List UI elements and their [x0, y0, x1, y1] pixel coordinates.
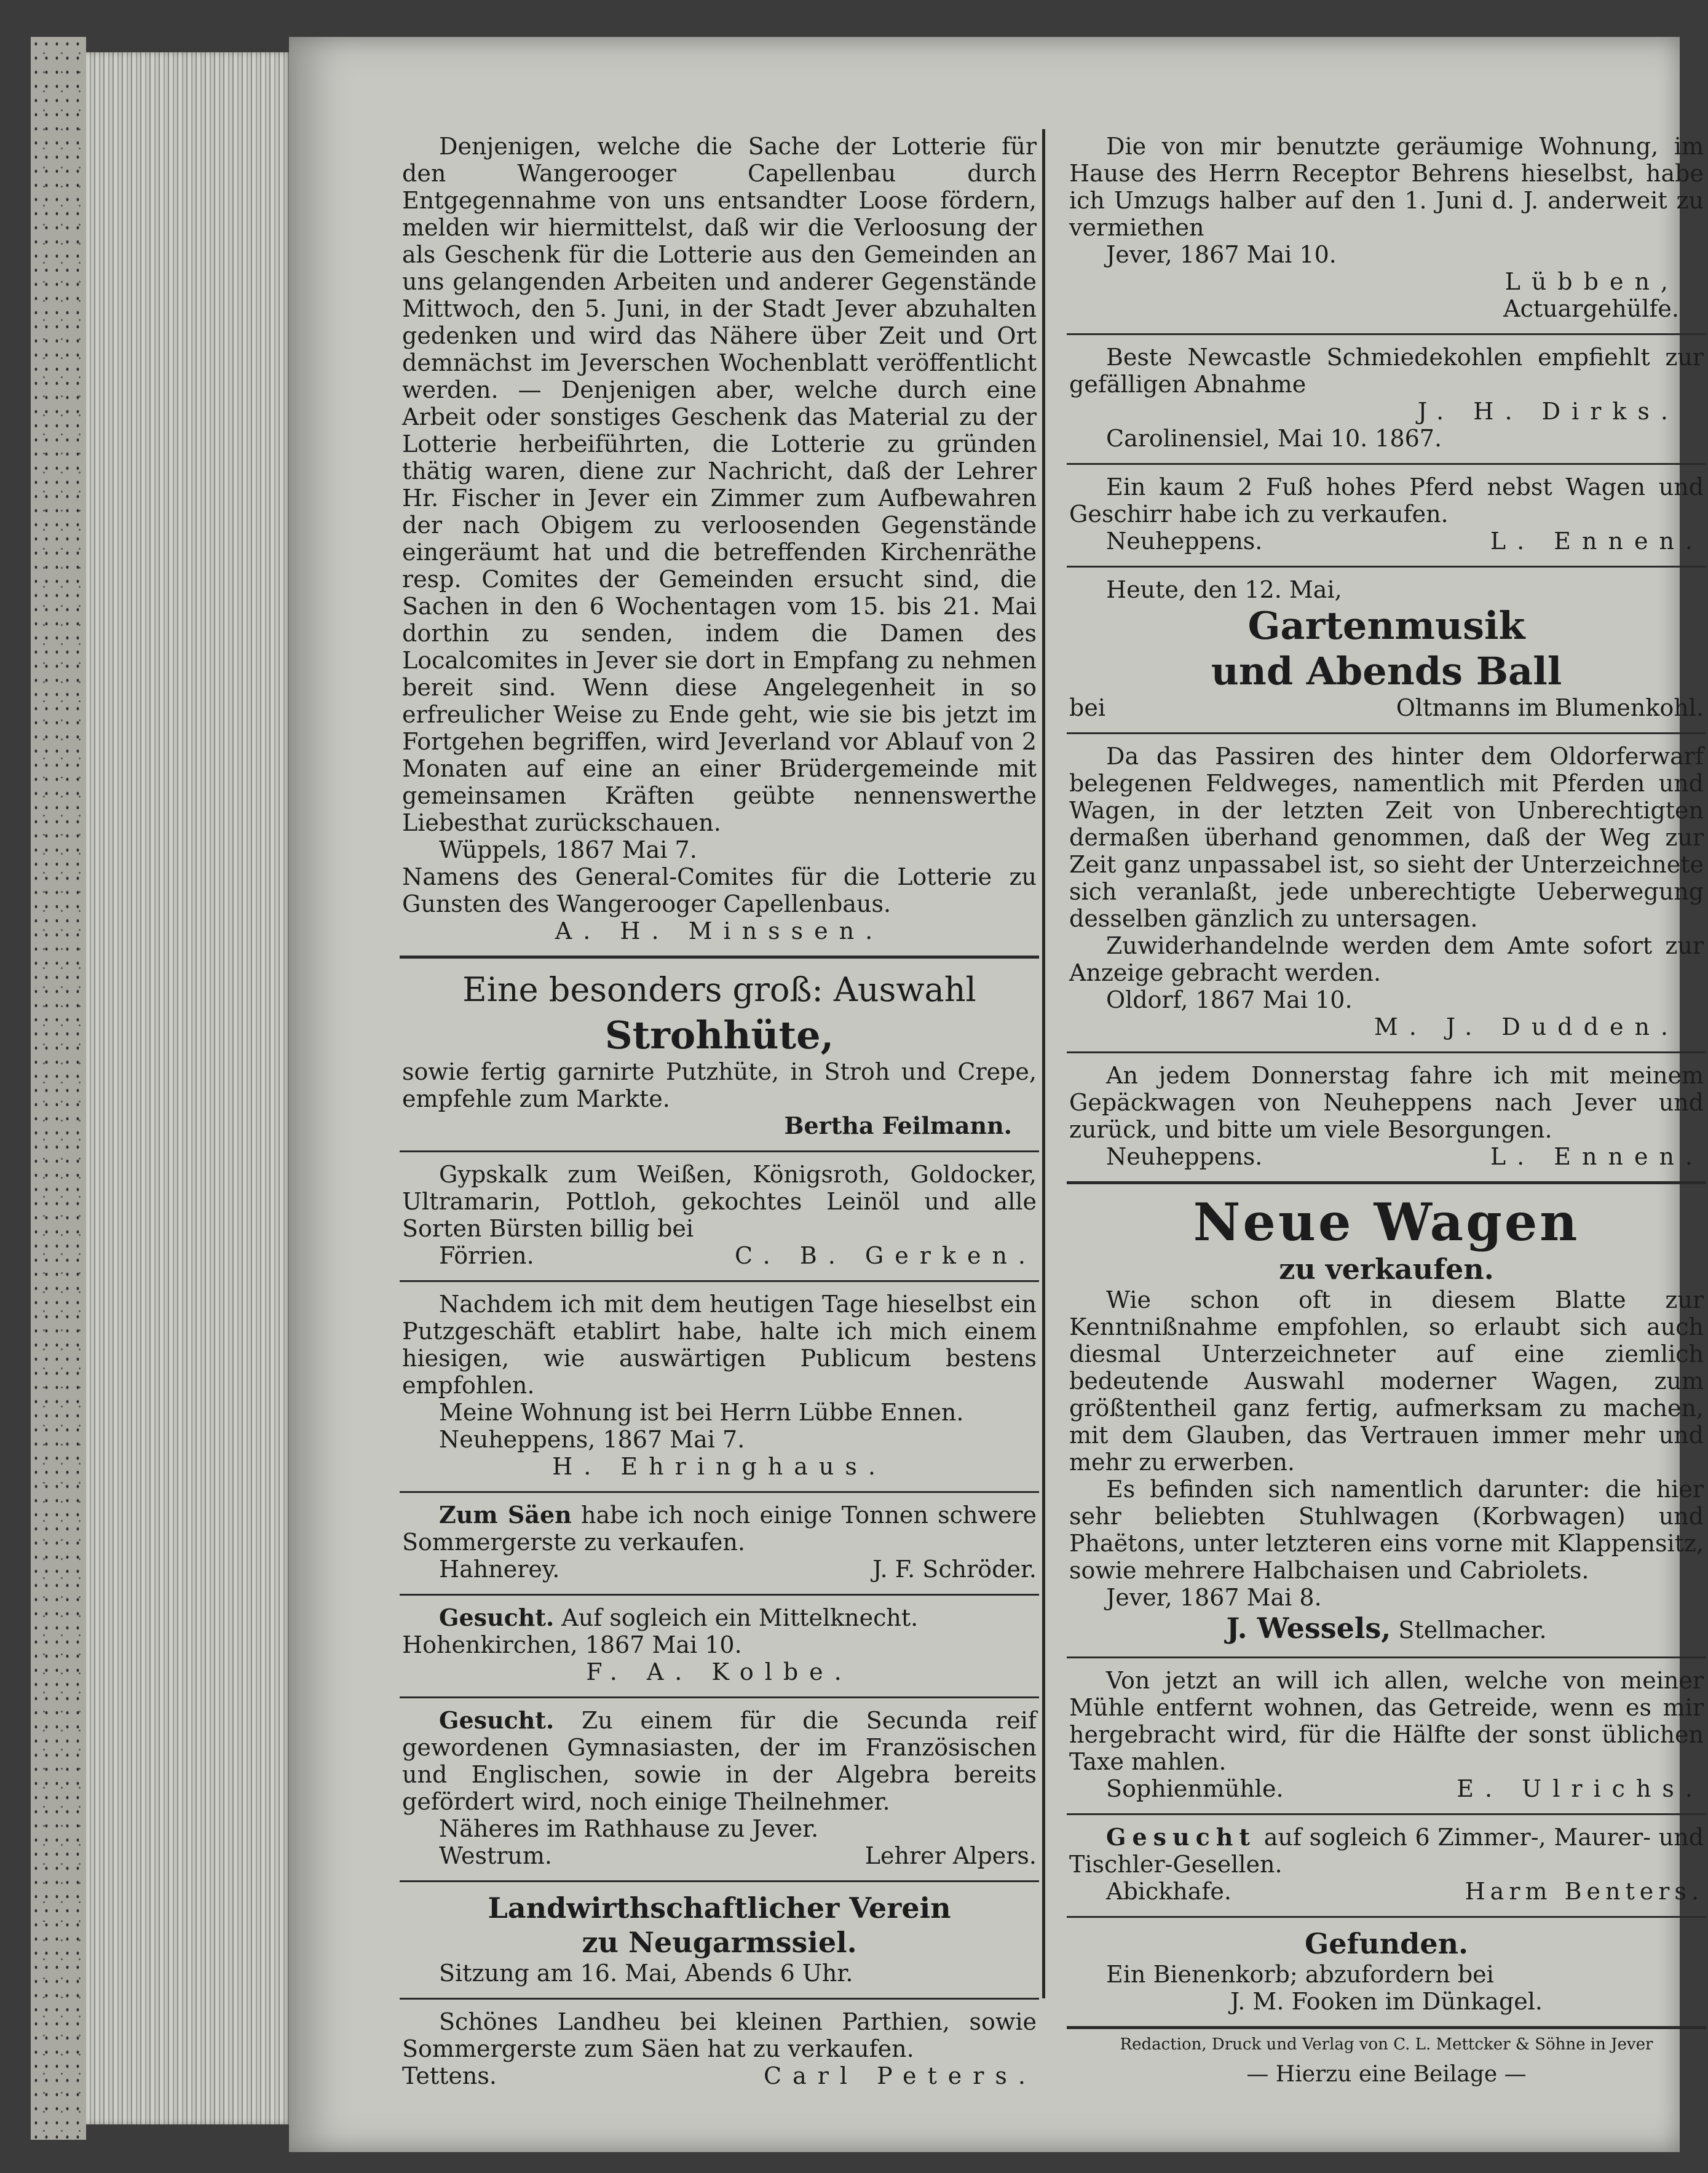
- divider: [1067, 1656, 1706, 1658]
- ad-namens: Namens des General-Comites für die Lotterie zu Gunsten des Wangerooger Capellenbaus.: [402, 863, 1037, 917]
- ad-text: An jedem Donnerstag fahre ich mit meinem Gepäckwagen von Neuheppens nach Jever und zurück, und bitte um viele Besorgungen.: [1069, 1062, 1704, 1143]
- ad-date: Oldorf, 1867 Mai 10.: [1106, 986, 1353, 1013]
- ad-peters: [400, 2005, 1039, 2096]
- ad-lead: Gesucht: [1106, 1823, 1256, 1851]
- ad-text: Ein Bienenkorb; abzufordern bei: [1106, 1961, 1494, 1988]
- ad-place: Abickhafe.: [1106, 1878, 1232, 1905]
- column-rule: [1042, 129, 1045, 1998]
- ad-place: Westrum.: [439, 1842, 552, 1869]
- ad-text-2: Näheres im Rathhause zu Jever.: [439, 1815, 819, 1842]
- divider: [400, 1150, 1039, 1152]
- ad-lead: Zum Säen: [439, 1501, 572, 1529]
- ad-text-2: Meine Wohnung ist bei Herrn Lübbe Ennen.: [439, 1399, 964, 1426]
- divider: [1067, 1181, 1706, 1184]
- ad-text: Beste Newcastle Schmiedekohlen empfiehlt zur gefälligen Abnahme: [1069, 344, 1704, 398]
- divider: [1067, 1051, 1706, 1053]
- ad-signer: L. Ennen.: [1490, 1143, 1704, 1170]
- ad-lead: Gesucht.: [439, 1604, 555, 1631]
- divider: [400, 1696, 1039, 1698]
- ad-place: Hahnerey.: [439, 1556, 560, 1583]
- ad-ehringhaus: [400, 1287, 1039, 1486]
- ad-date: Carolinensiel, Mai 10. 1867.: [1106, 425, 1442, 452]
- ad-strohhuete: [400, 964, 1039, 1146]
- imprint: Redaction, Druck und Verlag von C. L. Mettcker & Söhne in Jever: [1120, 2035, 1653, 2054]
- ad-text: Denjenigen, welche die Sache der Lotterie für den Wangerooger Capellenbau durch Entgegennahme von uns entsandter Loose fördern, melden wir hiermittelst, daß wir die Verloosung der als Geschenk für die Lotterie aus den Gemeinden an uns gelangenden Arbeiten und anderer Gegenstände Mittwoch, den 5. Juni, in der Stadt Jever abzuhalten gedenken und wird das Nähere über Zeit und Ort demnächst im Jeverschen Wochenblatt veröffentlicht werden. — Denjenigen aber, welche durch eine Arbeit oder sonstiges Geschenk das Material zu der Lotterie herbeiführten, die Lotterie zu gründen thätig waren, diene zur Nachricht, daß der Lehrer Hr. Fischer in Jever ein Zimmer zum Aufbewahren der nach Obigem zu verloosenden Gegenstände eingeräumt hat und die betreffenden Kirchenräthe resp. Comites der Gemeinden ersucht sind, die Sachen in den 6 Wochentagen vom 15. bis 21. Mai dorthin zu senden, indem die Damen des Localcomites in Jever sie dort in Empfang zu nehmen bereit sind. Wenn diese Angelegenheit in so erfreulicher Weise zu Ende geht, wie sie bis jetzt im Fortgehen begriffen, wird Jeverland vor Ablauf von 2 Monaten auf eine an einer Brüdergemeinde mit gemeinsamen Kräften geübte nennenswerthe Liebesthat zurückschauen.: [402, 133, 1037, 836]
- ad-date: Jever, 1867 Mai 8.: [1106, 1584, 1322, 1611]
- ad-kolbe: [400, 1601, 1039, 1692]
- ad-place: Tettens.: [402, 2062, 497, 2089]
- ad-text: Da das Passiren des hinter dem Oldorferwarf belegenen Feldweges, namentlich mit Pferden und Wagen, in der letzten Zeit von Unberechtigten dermaßen überhand genommen, daß der Weg zur Zeit ganz unpassabel ist, so sieht der Unterzeichnete sich veranlaßt, jede unberechtigte Ueberwegung desselben gänzlich zu untersagen.: [1069, 743, 1704, 932]
- ad-text: Zu einem für die Secunda reif gewordenen Gymnasiasten, der im Französischen und Englischen, sowie in der Algebra bereits gefördert wird, noch einige Theilnehmer.: [402, 1707, 1037, 1815]
- ad-gefunden: [1067, 1923, 1706, 2021]
- ad-date: Heute, den 12. Mai,: [1106, 576, 1342, 603]
- ad-signer-title: Stellmacher.: [1398, 1617, 1547, 1644]
- ad-ulrichs: [1067, 1663, 1706, 1808]
- ad-dudden: [1067, 739, 1706, 1047]
- ad-heading-2: und Abends Ball: [1211, 649, 1562, 694]
- divider: [1067, 566, 1706, 568]
- ad-signer: H. Ehringhaus.: [552, 1453, 887, 1480]
- ad-text: Nachdem ich mit dem heutigen Tage hieselbst ein Putzgeschäft etablirt habe, halte ich mich einem hiesigen, wie auswärtigen Publicum bestens empfohlen.: [402, 1291, 1037, 1399]
- ad-heading-2: zu verkaufen.: [1279, 1253, 1494, 1286]
- newspaper-page: [289, 37, 1704, 2152]
- ad-dirks: [1067, 340, 1706, 458]
- ad-text-2: Es befinden sich namentlich darunter: die hier sehr beliebten Stuhlwagen (Korbwagen) und Phaëtons, unter letzteren eins vorne mit Klappensitz, sowie mehrere Halbchaisen und Cabriolets.: [1069, 1476, 1704, 1584]
- divider: [1067, 463, 1706, 465]
- ad-signer: A. H. Minssen.: [555, 917, 884, 944]
- ad-heading-2: zu Neugarmssiel.: [582, 1926, 857, 1959]
- ad-date: Jever, 1867 Mai 10.: [1106, 241, 1337, 268]
- ad-signer-title: Actuargehülfe.: [1503, 295, 1679, 322]
- ad-alpers: [400, 1703, 1039, 1875]
- ad-text: Ein kaum 2 Fuß hohes Pferd nebst Wagen und Geschirr habe ich zu verkaufen.: [1069, 473, 1704, 528]
- ad-text-2: Zuwiderhandelnde werden dem Amte sofort zur Anzeige gebracht werden.: [1069, 932, 1704, 986]
- divider: [400, 1880, 1039, 1882]
- ad-text: auf sogleich 6 Zimmer-, Maurer- und Tischler-Gesellen.: [1069, 1824, 1704, 1878]
- ad-schroeder: [400, 1498, 1039, 1589]
- divider: [1067, 732, 1706, 734]
- divider: [400, 1594, 1039, 1596]
- ad-signer: J. Wessels,: [1226, 1612, 1391, 1645]
- left-column: [400, 129, 1039, 2096]
- ad-ennen-gepaeck: [1067, 1058, 1706, 1176]
- divider: [400, 956, 1039, 959]
- ad-benters: [1067, 1820, 1706, 1911]
- divider: [400, 1280, 1039, 1282]
- ad-signer: F. A. Kolbe.: [586, 1658, 853, 1685]
- ad-place: Neuheppens.: [1106, 1143, 1263, 1170]
- ad-signer: J. H. Dirks.: [1417, 398, 1679, 425]
- ad-host: Oltmanns im Blumenkohl.: [1396, 694, 1704, 721]
- ad-heading: Landwirthschaftlicher Verein: [488, 1891, 951, 1925]
- ad-signer: E. Ulrichs.: [1457, 1775, 1704, 1802]
- ad-place: Sophienmühle.: [1106, 1775, 1284, 1802]
- ad-gerken: [400, 1157, 1039, 1275]
- ad-signer: L. Ennen.: [1490, 528, 1704, 555]
- ad-place: Förrien.: [439, 1242, 534, 1269]
- ad-place: Neuheppens.: [1106, 528, 1263, 555]
- supplement-note: — Hierzu eine Beilage —: [1246, 2062, 1527, 2087]
- ad-signer: Harm Benters.: [1465, 1878, 1704, 1905]
- divider: [400, 1998, 1039, 2000]
- ad-text: Von jetzt an will ich allen, welche von meiner Mühle entfernt wohnen, das Getreide, wenn es mir hergebracht wird, für die Hälfte der sonst üblichen Taxe mahlen.: [1069, 1667, 1704, 1775]
- ad-heading: Gefunden.: [1304, 1927, 1469, 1960]
- ad-luebben: [1067, 129, 1706, 328]
- divider: [1067, 1813, 1706, 1815]
- ad-lotterie: [400, 129, 1039, 951]
- ad-text: Wie schon oft in diesem Blatte zur Kenntnißnahme empfohlen, so erlaubt sich auch diesmal Unterzeichneter auf eine ziemlich bedeutende Auswahl moderner Wagen, zum größtentheil ganz fertig, aufmerksam zu machen, mit dem Glauben, das Vertrauen immer mehr und mehr zu erwerben.: [1069, 1286, 1704, 1476]
- ad-signer: J. M. Fooken im Dünkagel.: [1230, 1988, 1543, 2015]
- ad-signer: Carl Peters.: [764, 2062, 1037, 2089]
- divider: [1067, 1916, 1706, 1918]
- divider: [1067, 2026, 1706, 2029]
- ad-bei: bei: [1069, 694, 1105, 721]
- ad-signer: J. F. Schröder.: [872, 1556, 1037, 1583]
- ad-date: Neuheppens, 1867 Mai 7.: [439, 1426, 745, 1453]
- ad-text: Schönes Landheu bei kleinen Parthien, sowie Sommergerste zum Säen hat zu verkaufen.: [402, 2008, 1037, 2062]
- ad-text: Die von mir benutzte geräumige Wohnung, im Hause des Herrn Receptor Behrens hieselbst, habe ich Umzugs halber auf den 1. Juni d. J. anderweit zu vermiethen: [1069, 133, 1704, 241]
- divider: [1067, 333, 1706, 335]
- right-column: [1067, 129, 1706, 2088]
- ad-text: Auf sogleich ein Mittelknecht.: [561, 1604, 919, 1631]
- ad-wagen: [1067, 1189, 1706, 1652]
- ad-signer: Bertha Feilmann.: [784, 1112, 1012, 1139]
- ad-heading: Neue Wagen: [1193, 1192, 1580, 1253]
- divider: [400, 1491, 1039, 1493]
- ad-date: Hohenkirchen, 1867 Mai 10.: [402, 1631, 742, 1658]
- ad-date: Wüppels, 1867 Mai 7.: [439, 836, 697, 863]
- ad-signer: M. J. Dudden.: [1374, 1013, 1679, 1040]
- ad-text: habe ich noch einige Tonnen schwere Sommergerste zu verkaufen.: [402, 1502, 1037, 1556]
- ad-heading-main: Strohhüte,: [604, 1013, 834, 1058]
- ad-text: sowie fertig garnirte Putzhüte, in Stroh und Crepe, empfehle zum Markte.: [402, 1058, 1037, 1112]
- ad-lead: Gesucht.: [439, 1706, 555, 1734]
- ad-signer: Lübben,: [1504, 268, 1679, 295]
- book-edge-speckled: [31, 37, 86, 2140]
- book-page-stack: [86, 52, 292, 2124]
- ad-heading: Gartenmusik: [1247, 603, 1525, 648]
- ad-text: Gypskalk zum Weißen, Königsroth, Goldocker, Ultramarin, Pottloh, gekochtes Leinöl und alle Sorten Bürsten billig bei: [402, 1161, 1037, 1242]
- ad-heading: Eine besonders groß: Auswahl: [462, 970, 976, 1009]
- ad-signer: C. B. Gerken.: [734, 1242, 1037, 1269]
- ad-gartenmusik: [1067, 572, 1706, 727]
- ad-verein: [400, 1887, 1039, 1993]
- ad-ennen-pferd: [1067, 470, 1706, 561]
- ad-signer: Lehrer Alpers.: [864, 1842, 1037, 1869]
- ad-text: Sitzung am 16. Mai, Abends 6 Uhr.: [439, 1960, 853, 1987]
